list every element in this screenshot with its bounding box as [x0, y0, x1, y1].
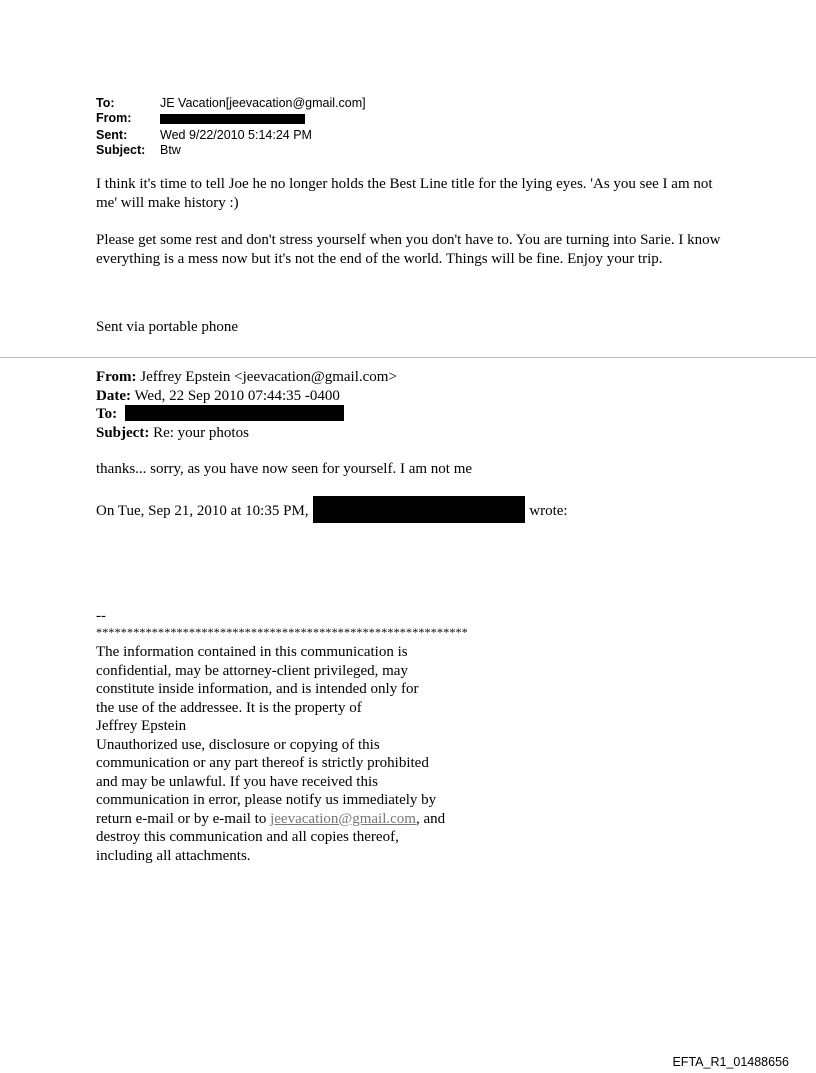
confidentiality-disclaimer	[96, 643, 496, 865]
disclaimer-line: The information contained in this communication is	[96, 644, 408, 660]
from-label: From:	[96, 111, 132, 125]
sent-label: Sent:	[96, 128, 128, 142]
signature-separator: --	[96, 608, 106, 624]
header-from-row	[96, 111, 366, 128]
redaction-bar	[313, 496, 525, 523]
disclaimer-line: including all attachments.	[96, 847, 251, 864]
redaction-bar	[125, 405, 344, 421]
disclaimer-line	[96, 810, 496, 829]
disclaimer-line: destroy this communication and all copies thereof,	[96, 829, 399, 845]
quoted-to-row	[96, 405, 397, 424]
return-prefix: return e-mail or by e-mail to	[96, 810, 267, 827]
quoted-date-label: Date:	[96, 387, 131, 404]
header-subject-row	[96, 143, 366, 158]
quoted-from-value: Jeffrey Epstein <jeevacation@gmail.com>	[140, 369, 397, 385]
quote-suffix: wrote:	[529, 503, 568, 519]
disclaimer-line: communication in error, please notify us immediately by	[96, 792, 437, 808]
sent-via-line: Sent via portable phone	[96, 319, 239, 335]
quoted-subject-value: Re: your photos	[153, 424, 249, 441]
email-link[interactable]: jeevacation@gmail.com	[270, 810, 416, 827]
subject-label: Subject:	[96, 143, 146, 157]
quoted-to-label: To:	[96, 406, 118, 422]
quoted-subject-label: Subject:	[96, 424, 150, 441]
quoted-header	[96, 368, 397, 442]
reply-text: thanks... sorry, as you have now seen for yourself. I am not me	[96, 461, 473, 477]
to-label: To:	[96, 96, 115, 110]
redaction-bar	[160, 114, 305, 124]
disclaimer-line: the use of the addressee. It is the property of	[96, 699, 362, 716]
quoted-from-row	[96, 368, 397, 387]
disclaimer-line: Jeffrey Epstein	[96, 718, 187, 734]
quoted-subject-row	[96, 424, 397, 443]
email-header	[96, 96, 366, 158]
subject-value: Btw	[160, 143, 181, 157]
quote-prefix: On Tue, Sep 21, 2010 at 10:35 PM,	[96, 503, 309, 519]
return-suffix: , and	[415, 810, 446, 827]
quoted-date-value: Wed, 22 Sep 2010 07:44:35 -0400	[134, 387, 340, 404]
quoted-date-row	[96, 387, 397, 406]
body-paragraph-2: Please get some rest and don't stress yourself when you don't have to. You are turning into Sarie. I know everything is a mess now but it's not the end of the world. Things will be fine. Enjoy your trip.	[96, 232, 721, 267]
document-id: EFTA_R1_01488656	[672, 1055, 789, 1069]
disclaimer-line: constitute inside information, and is intended only for	[96, 681, 419, 697]
disclaimer-line: confidential, may be attorney-client privileged, may	[96, 662, 408, 679]
disclaimer-line: Unauthorized use, disclosure or copying of this	[96, 736, 380, 753]
sent-value: Wed 9/22/2010 5:14:24 PM	[160, 128, 312, 142]
to-value: JE Vacation[jeevacation@gmail.com]	[160, 96, 366, 110]
header-sent-row	[96, 128, 366, 143]
body-paragraph-1: I think it's time to tell Joe he no longer holds the Best Line title for the lying eyes. 'As you see I am not me' will make history :)	[96, 176, 713, 211]
disclaimer-line: communication or any part thereof is strictly prohibited	[96, 755, 429, 771]
signature-stars: ************************************************************	[96, 625, 468, 639]
quote-attribution	[96, 496, 568, 523]
header-to-row	[96, 96, 366, 111]
message-divider	[0, 357, 816, 358]
disclaimer-line: and may be unlawful. If you have received this	[96, 773, 378, 790]
quoted-from-label: From:	[96, 369, 137, 385]
